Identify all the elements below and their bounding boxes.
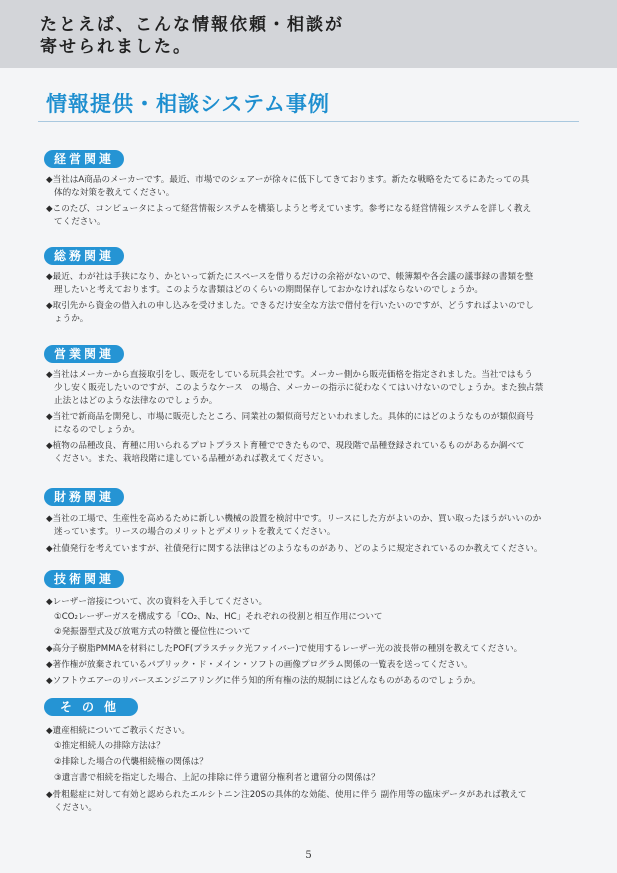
body-line: ◆社債発行を考えていますが、社債発行に関する法律はどのようなものがあり、どのように規定されているのか教えてください。 bbox=[46, 544, 543, 554]
body-line: ょうか。 bbox=[54, 314, 89, 324]
body-line: 止法とはどのような法律なのでしょうか。 bbox=[54, 396, 218, 406]
body-line: ◆当社はメーカーから直接取引をし、販売をしている玩具会社です。メーカー側から販売価格を指定されました。当社ではもう bbox=[46, 370, 533, 380]
body-line: てください。 bbox=[54, 217, 106, 227]
body-line: ②発振器型式及び放電方式の特徴と優位性について bbox=[54, 627, 251, 637]
body-line: ③遺言書で相続を指定した場合、上記の排除に伴う遺留分権利者と遺留分の関係は？ bbox=[54, 773, 380, 783]
header-line-2: 寄せられました。 bbox=[40, 37, 192, 57]
body-line: 体的な対策を教えてください。 bbox=[54, 188, 175, 198]
body-line: 迷っています。リースの場合のメリットとデメリットを教えてください。 bbox=[54, 527, 336, 537]
body-line: ◆骨粗鬆症に対して有効と認められたエルシトニン注20Sの具体的な効能、使用に伴う 副作用等の臨床データがあれば教えて bbox=[46, 790, 527, 800]
body-line: 少し安く販売したいのですが、このようなケース の場合、メーカーの指示に従わなくてはいけないのでしょうか。また独占禁 bbox=[54, 383, 544, 393]
body-line: ◆遺産相続についてご教示ください。 bbox=[46, 726, 190, 736]
header-line-1: たとえば、こんな情報依頼・相談が bbox=[40, 15, 344, 35]
body-line: ◆ソフトウエアーのリバースエンジニアリングに伴う知的所有権の法的規制にはどんなものがあるのでしょうか。 bbox=[46, 676, 481, 686]
title-divider bbox=[38, 121, 579, 122]
body-line: 理したいと考えております。このような書類はどのくらいの期間保存しておかなければならないのでしょうか。 bbox=[54, 285, 484, 295]
section-title: 営業関連 bbox=[44, 345, 124, 363]
body-line: ください。また、栽培段階に達している品種があれば教えてください。 bbox=[54, 454, 330, 464]
body-line: ください。 bbox=[54, 803, 97, 813]
body-line: ◆植物の品種改良、育種に用いられるプロトプラスト育種でできたもので、現段階で品種登録されているものがあるか調べて bbox=[46, 441, 525, 451]
section-title: 総務関連 bbox=[44, 247, 124, 265]
section-title: 財務関連 bbox=[44, 488, 124, 506]
body-line: ◆当社はA商品のメーカーです。最近、市場でのシェアーが徐々に低下してきております。新たな戦略をたてるにあたっての具 bbox=[46, 175, 530, 185]
body-line: ◆当社の工場で、生産性を高めるために新しい機械の設置を検討中です。リースにした方がよいのか、買い取ったほうがいいのか bbox=[46, 514, 542, 524]
body-line: ◆最近、わが社は手狭になり、かといって新たにスペースを借りるだけの余裕がないので、帳簿類や各会議の議事録の書類を整 bbox=[46, 272, 534, 282]
body-line: ◆当社で新商品を開発し、市場に販売したところ、同業社の類似商号だといわれました。具体的にはどのようなものが類似商号 bbox=[46, 412, 534, 422]
body-line: ◆このたび、コンピュータによって経営情報システムを構築しようと考えています。参考になる経営情報システムを詳しく教え bbox=[46, 204, 532, 214]
section-title: 経営関連 bbox=[44, 150, 124, 168]
body-line: ①推定相続人の排除方法は？ bbox=[54, 741, 165, 751]
header-heading bbox=[40, 14, 344, 58]
page-number: 5 bbox=[305, 850, 312, 861]
section-title: 技術関連 bbox=[44, 570, 124, 588]
body-line: ◆取引先から資金の借入れの申し込みを受けました。できるだけ安全な方法で借付を行いたいのですが、どうすればよいのでし bbox=[46, 301, 534, 311]
page-title: 情報提供・相談システム事例 bbox=[46, 92, 330, 116]
body-line: ◆著作権が放棄されているパブリック・ド・メイン・ソフトの画像プログラム関係の一覧表を送ってください。 bbox=[46, 660, 473, 670]
body-line: ◆レーザー溶接について、次の資料を入手してください。 bbox=[46, 597, 268, 607]
body-line: になるのでしょうか。 bbox=[54, 425, 140, 435]
body-line: ②排除した場合の代襲相続権の関係は？ bbox=[54, 757, 208, 767]
section-title: その他 bbox=[44, 698, 138, 716]
body-line: ①CO₂レーザーガスを構成する「CO₂、N₂、HC」それぞれの役割と相互作用について bbox=[54, 612, 383, 622]
body-line: ◆高分子樹脂PMMAを材料にしたPOF(プラスチック光ファイバー)で使用するレーザー光の波長帯の種別を教えてください。 bbox=[46, 644, 523, 654]
